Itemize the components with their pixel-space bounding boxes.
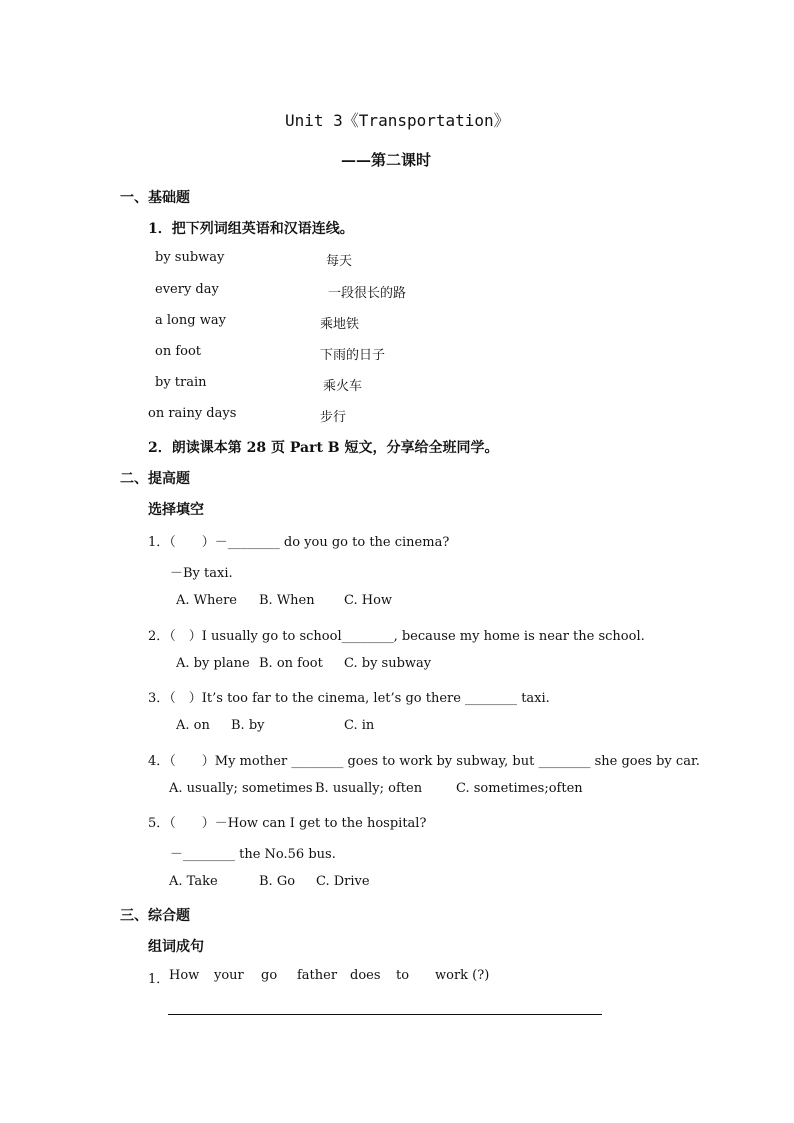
mc-option: B. When bbox=[259, 593, 315, 608]
question-1-1: 1．把下列词组英语和汉语连线。 bbox=[148, 221, 354, 237]
mc-question-reply: －________ the No.56 bus. bbox=[170, 847, 336, 862]
mc-question-stem: 2．（ ）I usually go to school________, because my home is near the school. bbox=[148, 629, 645, 644]
pair-en: on foot bbox=[155, 344, 202, 359]
question-1-2: 2．朗读课本第 28 页 Part B 短文，分享给全班同学。 bbox=[148, 440, 499, 456]
section-2-heading: 二、提高题 bbox=[120, 471, 190, 487]
scrambled-word: father bbox=[297, 968, 338, 983]
scrambled-word: go bbox=[261, 968, 278, 983]
mc-option: B. on foot bbox=[259, 656, 323, 671]
section-3-heading: 三、综合题 bbox=[120, 908, 190, 924]
mc-option: A. Take bbox=[169, 874, 218, 889]
scrambled-word: does bbox=[350, 968, 381, 983]
pair-zh: 一段很长的路 bbox=[328, 286, 407, 301]
pair-zh: 乘火车 bbox=[323, 379, 363, 394]
mc-option: A. usually; sometimes bbox=[169, 781, 313, 796]
mc-option: B. by bbox=[231, 718, 265, 733]
scrambled-word: your bbox=[214, 968, 244, 983]
mc-option: B. usually; often bbox=[315, 781, 423, 796]
pair-zh: 每天 bbox=[326, 254, 353, 269]
mc-option: C. in bbox=[344, 718, 375, 733]
pair-en: a long way bbox=[155, 313, 226, 328]
mc-option: A. on bbox=[176, 718, 210, 733]
sentence-number: 1． bbox=[148, 972, 170, 987]
pair-zh: 下雨的日子 bbox=[320, 348, 386, 363]
scrambled-word: How bbox=[169, 968, 200, 983]
mc-option: B. Go bbox=[259, 874, 296, 889]
mc-option: C. sometimes;often bbox=[456, 781, 583, 796]
section-3-subheading: 组词成句 bbox=[148, 939, 204, 955]
pair-zh: 步行 bbox=[320, 410, 347, 425]
pair-en: by train bbox=[155, 375, 207, 390]
mc-option: C. Drive bbox=[316, 874, 370, 889]
pair-en: by subway bbox=[155, 250, 225, 265]
page-title: Unit 3《Transportation》 bbox=[285, 111, 510, 130]
lesson-subtitle: ——第二课时 bbox=[341, 151, 432, 169]
pair-zh: 乘地铁 bbox=[320, 317, 360, 332]
section-2-subheading: 选择填空 bbox=[148, 502, 204, 518]
pair-en: on rainy days bbox=[148, 406, 237, 421]
section-1-heading: 一、基础题 bbox=[120, 190, 190, 206]
scrambled-word: work (?) bbox=[435, 968, 490, 983]
mc-question-stem: 3．（ ）It’s too far to the cinema, let’s go there ________ taxi. bbox=[148, 691, 550, 706]
mc-question-stem: 4．（ ）My mother ________ goes to work by subway, but ________ she goes by car. bbox=[148, 754, 700, 769]
mc-question-reply: －By taxi. bbox=[170, 566, 233, 581]
mc-option: A. by plane bbox=[176, 656, 250, 671]
mc-question-stem: 1．（ ）－________ do you go to the cinema? bbox=[148, 535, 450, 550]
mc-question-stem: 5．（ ）－How can I get to the hospital? bbox=[148, 816, 427, 831]
mc-option: A. Where bbox=[176, 593, 237, 608]
mc-option: C. How bbox=[344, 593, 393, 608]
answer-line bbox=[168, 1014, 602, 1015]
pair-en: every day bbox=[155, 282, 219, 297]
mc-option: C. by subway bbox=[344, 656, 432, 671]
scrambled-word: to bbox=[396, 968, 410, 983]
